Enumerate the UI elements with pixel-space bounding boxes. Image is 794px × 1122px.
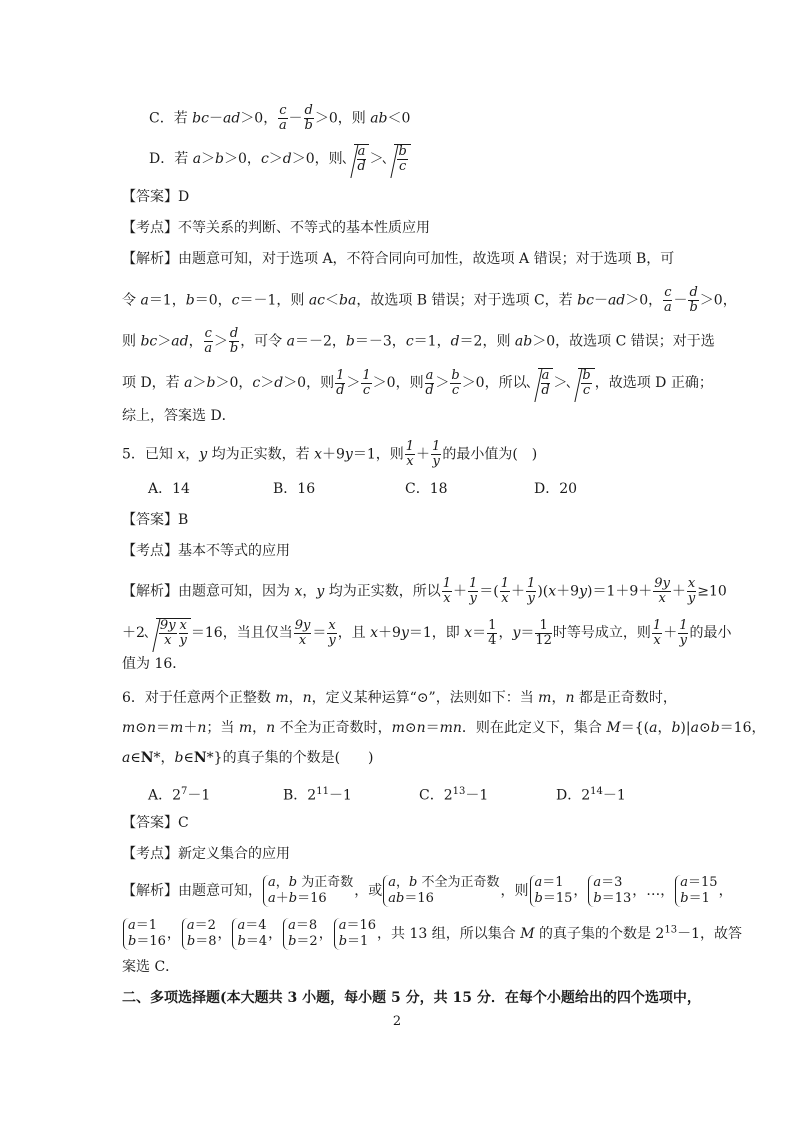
q5-answer: 【答案】B (122, 512, 189, 528)
q6-analysis-line2: a＝1 b＝16 ， a＝2 b＝8 ， a＝4 b＝4 ， a＝8 b＝2 ， a＝16 b＝1 ，共 13 组，所以集合 M 的真子集的个数是 $2^{13}-1$，故答 (122, 918, 742, 950)
q6-option-b: B．$2^{11}-1$ (283, 786, 352, 804)
q5-option-a: A．14 (148, 481, 190, 497)
q6-analysis-line3: 案选 C． (122, 959, 180, 975)
page-number: 2 (392, 1014, 402, 1029)
section-2-heading: 二、多项选择题(本大题共 3 小题，每小题 5 分，共 15 分．在每个小题给出的四个选项中， (122, 990, 701, 1006)
q4-analysis-line2: 令 a＝1，b＝0，c＝－1，则 ac＜ba，故选项 B 错误；对于选项 C，若 bc－ad＞0， $\frac{c}{a}$ － $\frac{d}{b}$ ＞0， (122, 285, 737, 315)
q6-analysis-line1: 【解析】由题意可知， a，b 为正奇数 a＋b＝16 ，或 a，b 不全为正奇数 ab＝16 ，则 a＝1 b＝15 ， a＝3 b＝13 ，…， a＝15 b＝1 ， (122, 875, 733, 906)
q6-option-c: C．$2^{13}-1$ (419, 786, 489, 804)
q6-option-a: A．$2^7-1$ (148, 786, 211, 804)
q4-option-d: D．若 a＞b＞0，c＞d＞0，则 $\frac{a}{d}$ ＞ $\frac{b}{c}$ (149, 144, 411, 174)
q4-answer: 【答案】D (122, 189, 190, 205)
q6-stem-line1: 6．对于任意两个正整数 m，n，定义某种运算“⊙”，法则如下：当 m，n 都是正奇数时， (122, 690, 677, 706)
q4-analysis-line5: 综上，答案选 D． (122, 408, 236, 424)
q6-stem-line3: a∈N*，b∈N*}的真子集的个数是( ) (122, 750, 374, 766)
q5-analysis-line2: ＋2 $\frac{9y}{x}$ $\frac{x}{y}$ ＝16，当且仅当 $\frac{9y}{x}$ ＝ $\frac{x}{y}$ ，且 x＋9y＝1，即 x＝ $\frac{1}{4}$ ，y＝ $\frac{1}{12}$ 时等号成立，则 $\frac{1}{x}$ ＋ $\frac{1}{y}$ 的最小 (122, 617, 732, 648)
q5-point: 【考点】基本不等式的应用 (122, 543, 290, 559)
q6-point: 【考点】新定义集合的应用 (122, 846, 290, 862)
q5-option-c: C．18 (405, 481, 448, 497)
q4-analysis-line3: 则 bc＞ad， $\frac{c}{a}$ ＞ $\frac{d}{b}$ ，可令 a＝－2，b＝－3，c＝1，d＝2，则 ab＞0，故选项 C 错误；对于选 (122, 326, 715, 356)
q6-answer: 【答案】C (122, 815, 189, 831)
q5-analysis-line3: 值为 16． (122, 656, 187, 672)
q4-analysis-line1: 【解析】由题意可知，对于选项 A，不符合同向可加性，故选项 A 错误；对于选项 B，可 (122, 251, 675, 267)
q4-point: 【考点】不等关系的判断、不等式的基本性质应用 (122, 220, 430, 236)
q5-option-d: D．20 (534, 481, 578, 497)
q6-stem-line2: m⊙n＝m＋n；当 m，n 不全为正奇数时，m⊙n＝mn．则在此定义下，集合 M＝{(a，b)|a⊙b＝16， (122, 720, 766, 736)
q4-analysis-line4: 项 D，若 a＞b＞0，c＞d＞0，则 $\frac{1}{d}$ ＞ $\frac{1}{c}$ ＞0，则 $\frac{a}{d}$ ＞ $\frac{b}{c}$ ＞0，所以 $\frac{a}{d}$ ＞ $\frac{b}{c}$ ，故选项 D 正确； (122, 367, 713, 398)
q5-option-b: B．16 (273, 481, 316, 497)
q5-analysis-line1: 【解析】由题意可知，因为 x，y 均为正实数，所以 $\frac{1}{x}$ ＋ $\frac{1}{y}$ ＝( $\frac{1}{x}$ ＋ $\frac{1}{y}$ )(x＋9y)＝1＋9＋ $\frac{9y}{x}$ ＋ $\frac{x}{y}$ ≥10 (122, 576, 727, 606)
q4-option-c: C．若 bc－ad＞0， $\frac{c}{a}$ － $\frac{d}{b}$ ＞0，则 ab＜0 (149, 103, 411, 133)
q6-option-d: D．$2^{14}-1$ (556, 786, 626, 804)
q5-stem: 5．已知 x，y 均为正实数，若 x＋9y＝1，则 $\frac{1}{x}$ ＋ $\frac{1}{y}$ 的最小值为( ) (122, 439, 538, 469)
